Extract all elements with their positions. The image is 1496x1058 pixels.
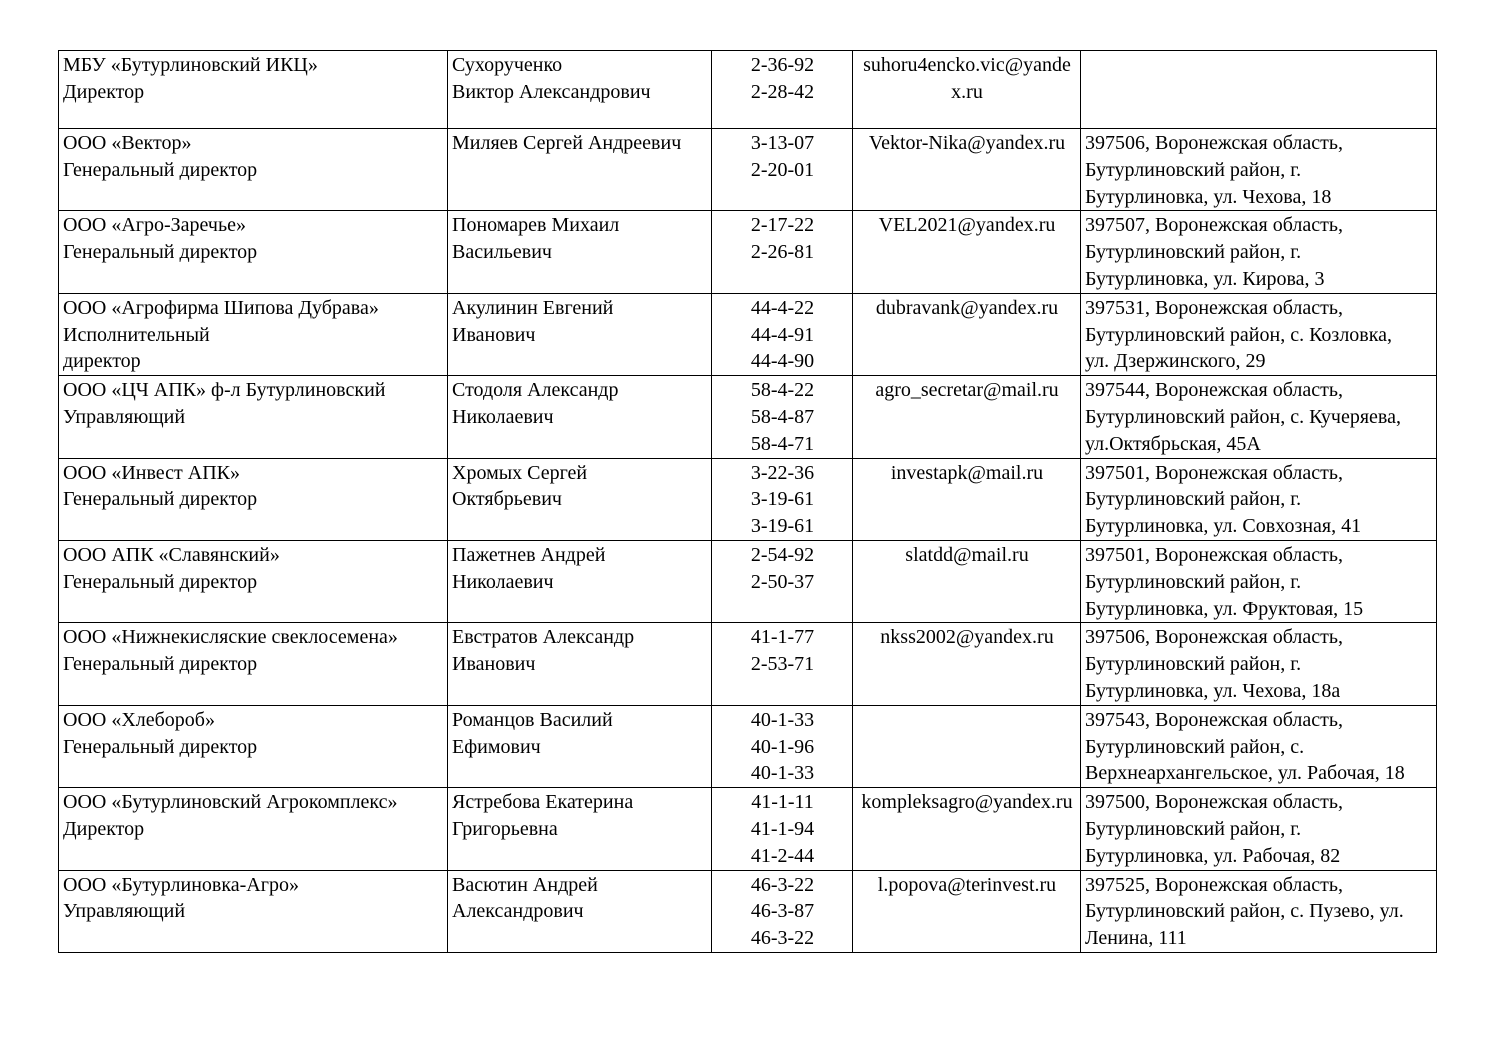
phone-number: 46-3-22 [750, 873, 815, 896]
phone-number: 44-4-91 [750, 323, 815, 346]
phone-number: 41-1-77 [750, 626, 815, 649]
phone-number: 3-19-61 [750, 488, 815, 511]
address-line: 397531, Воронежская область, [1085, 296, 1344, 319]
address-line: 397501, Воронежская область, [1085, 461, 1344, 484]
organization-cell [59, 870, 448, 952]
contact-person-cell [448, 129, 712, 211]
address-line: 397544, Воронежская область, [1085, 379, 1344, 402]
table-row [59, 376, 1437, 458]
organization-cell [59, 51, 448, 129]
contact-person-line: Пажетнев Андрей [452, 543, 606, 566]
email-cell [853, 870, 1081, 952]
contact-person-cell [448, 870, 712, 952]
contact-person-line: Иванович [452, 653, 536, 676]
contact-person-cell [448, 623, 712, 705]
email-address: kompleksagro@yandex.ru [861, 791, 1073, 814]
organization-cell [59, 623, 448, 705]
contact-person-line: Сухорученко [452, 54, 563, 76]
phone-number: 58-4-71 [750, 432, 815, 455]
contact-person-cell [448, 211, 712, 293]
address-line: 397525, Воронежская область, [1085, 873, 1344, 896]
table-row [59, 293, 1437, 375]
address-line: ул.Октябрьская, 45А [1085, 432, 1261, 455]
phone-number: 46-3-87 [750, 900, 815, 923]
phone-cell [712, 623, 853, 705]
contacts-table-body [59, 51, 1437, 953]
email-cell [853, 705, 1081, 787]
phone-number: 2-53-71 [750, 653, 815, 676]
phone-number: 2-54-92 [750, 543, 815, 566]
email-address: l.popova@terinvest.ru [877, 873, 1057, 896]
contact-person-cell [448, 293, 712, 375]
organization-line: ООО «Вектор» [63, 132, 192, 154]
phone-number: 41-2-44 [750, 844, 815, 867]
organization-line: Генеральный директор [63, 653, 258, 676]
organization-cell [59, 293, 448, 375]
table-row [59, 540, 1437, 622]
contact-person-line: Ефимович [452, 735, 541, 758]
phone-cell [712, 788, 853, 870]
email-cell [853, 458, 1081, 540]
organization-cell [59, 540, 448, 622]
organization-line: МБУ «Бутурлиновский ИКЦ» [63, 54, 318, 76]
organization-line: Генеральный директор [63, 241, 258, 264]
organization-cell [59, 705, 448, 787]
email-cell [853, 376, 1081, 458]
contact-person-cell [448, 788, 712, 870]
email-cell [853, 788, 1081, 870]
address-cell [1081, 293, 1437, 375]
table-row [59, 623, 1437, 705]
organization-line: директор [63, 350, 141, 373]
organization-line: Генеральный директор [63, 735, 258, 758]
contact-person-line: Стодоля Александр [452, 379, 619, 402]
phone-number: 40-1-96 [750, 735, 815, 758]
organization-line: Генеральный директор [63, 158, 258, 181]
address-line: Бутурлиновский район, с. Пузево, ул. [1085, 900, 1404, 923]
address-line: Бутурлиновка, ул. Рабочая, 82 [1085, 844, 1341, 867]
address-line: Бутурлиновка, ул. Кирова, 3 [1085, 267, 1325, 290]
contact-person-line: Евстратов Александр [452, 626, 635, 649]
contact-person-line: Миляев Сергей Андреевич [452, 132, 682, 154]
organization-line: Директор [63, 80, 145, 103]
address-line: Бутурлиновка, ул. Чехова, 18а [1085, 679, 1341, 702]
contact-person-line: Николаевич [452, 570, 554, 593]
email-address: nkss2002@yandex.ru [880, 626, 1054, 649]
phone-cell [712, 293, 853, 375]
table-row [59, 458, 1437, 540]
phone-number: 2-26-81 [750, 241, 815, 264]
address-line: Бутурлиновский район, г. [1085, 241, 1302, 264]
email-cell [853, 211, 1081, 293]
organization-line: Директор [63, 817, 145, 840]
contact-person-line: Васильевич [452, 241, 552, 264]
phone-number: 3-22-36 [750, 461, 815, 484]
phone-cell [712, 129, 853, 211]
phone-number: 2-20-01 [750, 158, 815, 181]
organization-line: ООО АПК «Славянский» [63, 543, 280, 566]
organization-line: Исполнительный [63, 323, 210, 346]
email-address: agro_secretar@mail.ru [875, 379, 1059, 402]
organization-line: ООО «Бутурлиновка-Агро» [63, 873, 299, 896]
contact-person-cell [448, 376, 712, 458]
organization-line: Управляющий [63, 405, 186, 428]
phone-cell [712, 458, 853, 540]
contact-person-line: Хромых Сергей [452, 461, 588, 484]
organization-line: ООО «Агрофирма Шипова Дубрава» [63, 296, 379, 319]
contact-person-line: Григорьевна [452, 817, 558, 840]
table-row [59, 870, 1437, 952]
organization-cell [59, 129, 448, 211]
phone-number: 44-4-90 [750, 350, 815, 373]
phone-number: 40-1-33 [750, 708, 815, 731]
organization-cell [59, 376, 448, 458]
address-line: Верхнеархангельское, ул. Рабочая, 18 [1085, 762, 1405, 785]
organization-line: Генеральный директор [63, 488, 258, 511]
address-cell [1081, 51, 1437, 129]
address-line: Бутурлиновский район, г. [1085, 570, 1302, 593]
contact-person-line: Акулинин Евгений [452, 296, 614, 319]
address-line: Бутурлиновский район, с. Козловка, [1085, 323, 1393, 346]
organization-line: Генеральный директор [63, 570, 258, 593]
contact-person-cell [448, 540, 712, 622]
address-line: Бутурлиновский район, с. Кучеряева, [1085, 405, 1401, 428]
phone-number: 40-1-33 [750, 762, 815, 785]
address-line: Бутурлиновский район, г. [1085, 488, 1302, 511]
table-row [59, 788, 1437, 870]
phone-number: 44-4-22 [750, 296, 815, 319]
address-line: Ленина, 111 [1085, 927, 1187, 950]
organization-line: ООО «Бутурлиновский Агрокомплекс» [63, 791, 398, 814]
address-cell [1081, 705, 1437, 787]
contact-person-line: Васютин Андрей [452, 873, 598, 896]
table-row [59, 705, 1437, 787]
address-line: 397507, Воронежская область, [1085, 214, 1344, 237]
address-cell [1081, 623, 1437, 705]
table-row [59, 211, 1437, 293]
organization-line: ООО «Хлебороб» [63, 708, 215, 731]
contact-person-line: Александрович [452, 900, 584, 923]
phone-number: 2-28-42 [750, 80, 815, 103]
phone-cell [712, 870, 853, 952]
address-line: ул. Дзержинского, 29 [1085, 350, 1266, 373]
phone-number: 3-19-61 [750, 515, 815, 538]
address-cell [1081, 788, 1437, 870]
contacts-table [58, 50, 1437, 953]
email-address: dubravank@yandex.ru [875, 296, 1059, 319]
contact-person-line: Романцов Василий [452, 708, 613, 731]
organization-cell [59, 211, 448, 293]
phone-cell [712, 211, 853, 293]
email-address: suhoru4encko.vic@yandex.ru [863, 54, 1071, 103]
organization-cell [59, 788, 448, 870]
organization-line: ООО «Агро-Заречье» [63, 214, 246, 237]
phone-number: 41-1-11 [751, 791, 814, 814]
address-cell [1081, 458, 1437, 540]
email-cell [853, 623, 1081, 705]
contact-person-line: Пономарев Михаил [452, 214, 620, 237]
contact-person-cell [448, 51, 712, 129]
email-cell [853, 129, 1081, 211]
address-line: 397500, Воронежская область, [1085, 791, 1344, 814]
phone-number: 2-36-92 [750, 54, 815, 76]
address-line: Бутурлиновский район, с. [1085, 735, 1305, 758]
contact-person-line: Октябрьевич [452, 488, 562, 511]
address-line: 397501, Воронежская область, [1085, 543, 1344, 566]
phone-cell [712, 376, 853, 458]
table-row [59, 129, 1437, 211]
address-line: 397506, Воронежская область, [1085, 132, 1344, 154]
phone-cell [712, 705, 853, 787]
address-cell [1081, 870, 1437, 952]
phone-number: 58-4-87 [750, 405, 815, 428]
organization-line: ООО «Нижнекисляские свеклосемена» [63, 626, 398, 649]
address-line: Бутурлиновка, ул. Чехова, 18 [1085, 185, 1332, 208]
phone-number: 3-13-07 [750, 132, 815, 154]
contact-person-cell [448, 705, 712, 787]
email-cell [853, 540, 1081, 622]
address-line: Бутурлиновский район, г. [1085, 817, 1302, 840]
contact-person-line: Виктор Александрович [452, 80, 651, 103]
table-row [59, 51, 1437, 129]
organization-cell [59, 458, 448, 540]
contact-person-line: Иванович [452, 323, 536, 346]
phone-number: 58-4-22 [750, 379, 815, 402]
address-line: Бутурлиновский район, г. [1085, 158, 1302, 181]
address-line: 397506, Воронежская область, [1085, 626, 1344, 649]
contact-person-line: Ястребова Екатерина [452, 791, 634, 814]
address-line: 397543, Воронежская область, [1085, 708, 1344, 731]
organization-line: ООО «Инвест АПК» [63, 461, 241, 484]
email-address: slatdd@mail.ru [905, 543, 1029, 566]
phone-cell [712, 51, 853, 129]
contact-person-cell [448, 458, 712, 540]
phone-number: 2-50-37 [750, 570, 815, 593]
organization-line: ООО «ЦЧ АПК» ф-л Бутурлиновский [63, 379, 386, 402]
email-cell [853, 51, 1081, 129]
contact-person-line: Николаевич [452, 405, 554, 428]
address-cell [1081, 376, 1437, 458]
address-line: Бутурлиновский район, г. [1085, 653, 1302, 676]
phone-number: 2-17-22 [750, 214, 815, 237]
address-cell [1081, 540, 1437, 622]
email-address: investapk@mail.ru [890, 461, 1044, 484]
organization-line: Управляющий [63, 900, 186, 923]
address-cell [1081, 129, 1437, 211]
phone-number: 41-1-94 [750, 817, 815, 840]
email-cell [853, 293, 1081, 375]
phone-number: 46-3-22 [750, 927, 815, 950]
address-cell [1081, 211, 1437, 293]
email-address: Vektor-Nika@yandex.ru [868, 132, 1066, 154]
address-line: Бутурлиновка, ул. Совхозная, 41 [1085, 515, 1362, 538]
address-line: Бутурлиновка, ул. Фруктовая, 15 [1085, 597, 1364, 620]
email-address: VEL2021@yandex.ru [878, 214, 1056, 237]
phone-cell [712, 540, 853, 622]
